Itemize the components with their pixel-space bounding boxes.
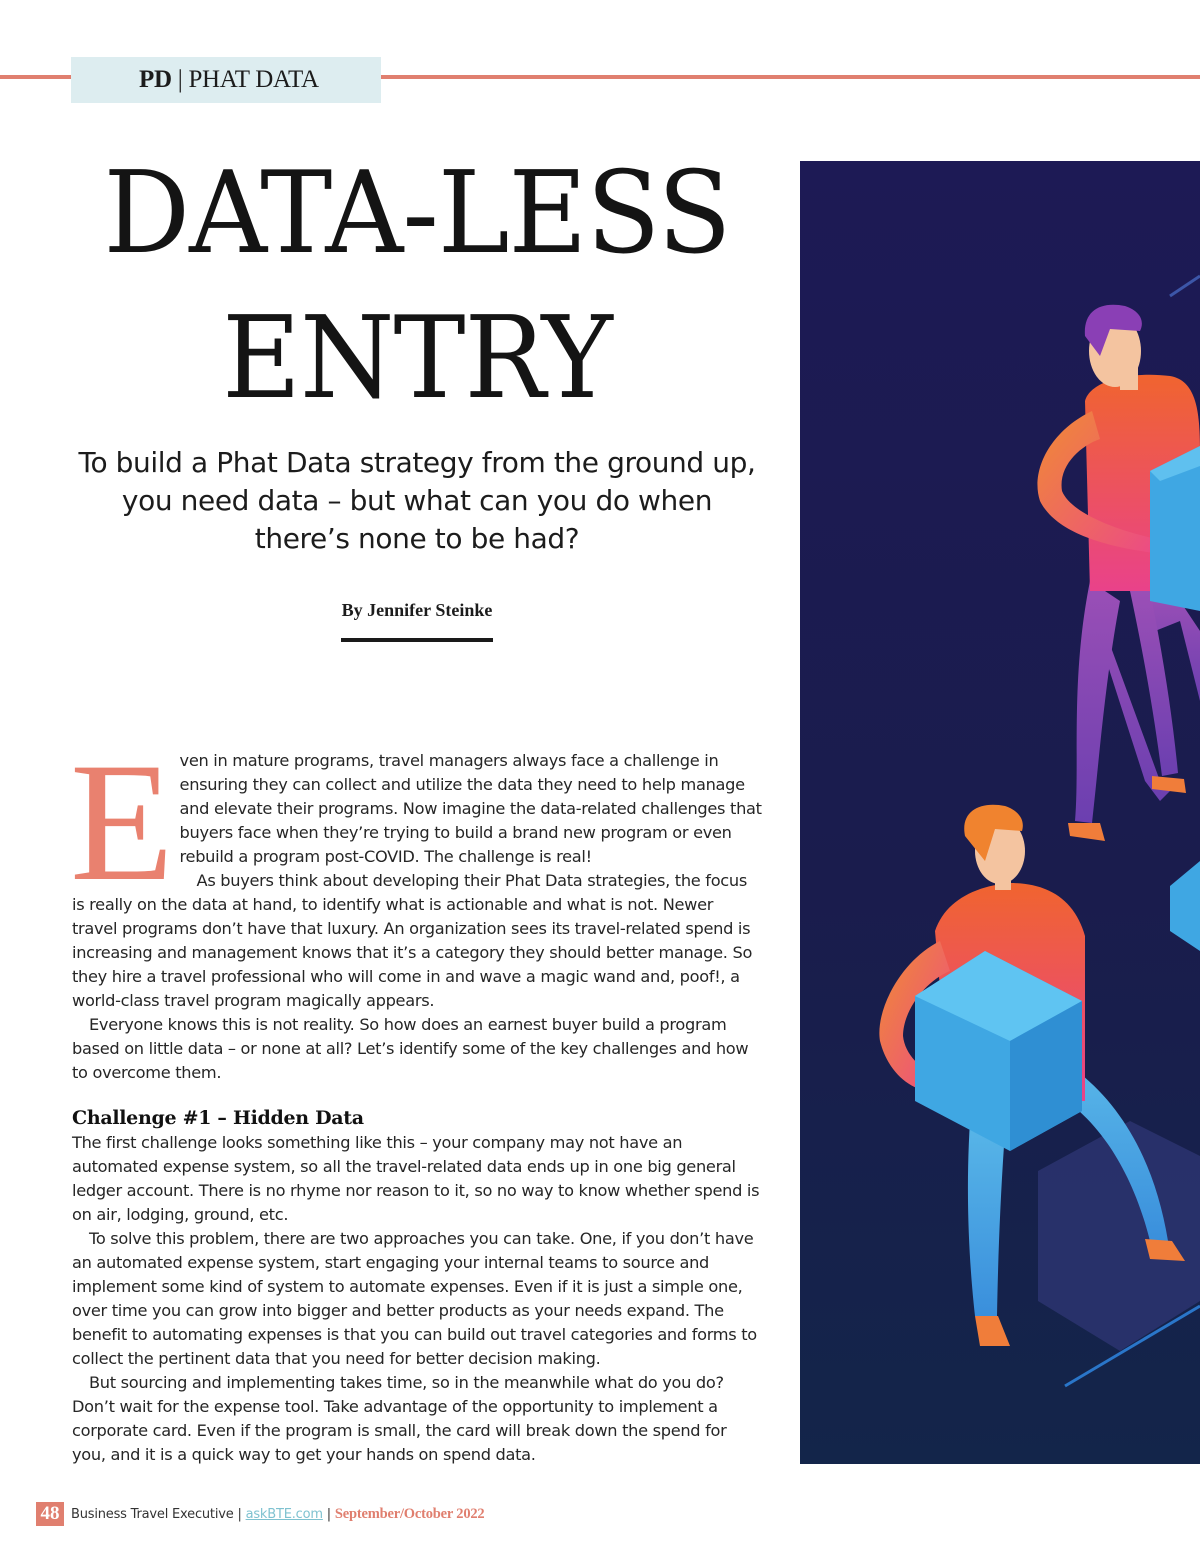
hero-illustration <box>800 161 1200 1464</box>
footer-separator: | <box>326 1507 331 1522</box>
page-number: 48 <box>36 1502 64 1526</box>
issue-date: September/October 2022 <box>334 1506 485 1522</box>
headline-line-2: ENTRY <box>222 292 612 425</box>
section-abbr: PD <box>139 66 172 93</box>
body-paragraph: To solve this problem, there are two approaches you can take. One, if you don’t have an automated expense system, start engaging your internal teams to source and implement some kind of system to automate expenses. Even if it is just a simple one, over time you can grow into bigger and better products as your needs expand. The benefit to automating expenses is that you can build out travel categories and forms to collect the pertinent data that you need for better decision making. <box>72 1229 757 1368</box>
header-rule-right <box>380 75 1200 79</box>
section-separator: | <box>177 66 183 93</box>
article-body <box>70 728 762 1467</box>
publication-name: Business Travel Executive <box>71 1507 234 1522</box>
illustration-svg <box>800 161 1200 1464</box>
drop-cap: E <box>70 728 174 916</box>
byline: By Jennifer Steinke <box>341 600 493 620</box>
body-paragraph: ven in mature programs, travel managers always face a challenge in ensuring they can collect and utilize the data they need to help manage and elevate their programs. Now imagine the data-related challenges that buyers face when they’re trying to build a brand new program or even rebuild a program post-COVID. The challenge is real! <box>179 751 762 866</box>
byline-rule <box>341 638 493 642</box>
footer <box>71 1506 484 1523</box>
website-link[interactable]: askBTE.com <box>245 1507 323 1522</box>
section-tag <box>71 57 381 103</box>
article-deck: To build a Phat Data strategy from the ground up, you need data – but what can you do when there’s none to be had? <box>78 446 756 555</box>
body-paragraph: But sourcing and implementing takes time, so in the meanwhile what do you do? Don’t wait for the expense tool. Take advantage of the opportunity to implement a corporate card. Even if the program is small, the card will break down the spend for you, and it is a quick way to get your hands on spend data. <box>72 1373 727 1464</box>
footer-separator: | <box>237 1507 242 1522</box>
header-rule-left <box>0 75 72 79</box>
headline-line-1: DATA-LESS <box>103 147 731 280</box>
body-paragraph: Everyone knows this is not reality. So how does an earnest buyer build a program based on little data – or none at all? Let’s identify some of the key challenges and how to overcome them. <box>72 1015 749 1082</box>
subhead: Challenge #1 – Hidden Data <box>72 1107 364 1129</box>
body-paragraph: The first challenge looks something like this – your company may not have an automated expense system, so all the travel-related data ends up in one big general ledger account. There is no rhyme nor reason to it, so no way to know whether spend is on air, lodging, ground, etc. <box>72 1133 760 1224</box>
body-paragraph: As buyers think about developing their Phat Data strategies, the focus is really on the data at hand, to identify what is actionable and what is not. Newer travel programs don’t have that luxury. An organization sees its travel-related spend is increasing and management knows that it’s a category they should better manage. So they hire a travel professional who will come in and wave a magic wand and, poof!, a world-class travel program magically appears. <box>72 871 753 1010</box>
section-name: PHAT DATA <box>188 66 319 93</box>
